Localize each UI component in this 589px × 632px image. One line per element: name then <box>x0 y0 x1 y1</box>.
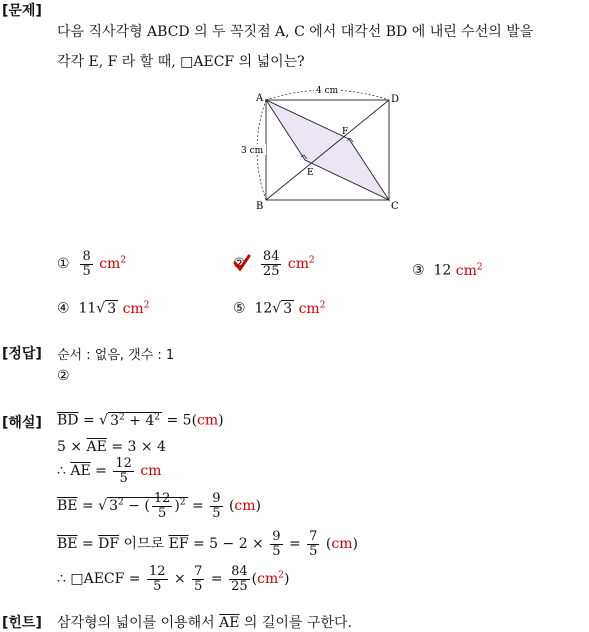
choice-1-fraction: $\frac{8}{5}$ <box>82 249 91 279</box>
choice-5[interactable]: ⑤ 12√ 3 $cm^2$ <box>233 300 326 317</box>
vertex-c: C <box>391 201 399 212</box>
vertex-f: F <box>342 127 349 137</box>
choice-3-number: ③ <box>412 262 425 279</box>
choice-1-number: ① <box>57 256 70 273</box>
vertex-d: D <box>391 94 400 105</box>
choice-5-coef: 12 <box>254 300 273 317</box>
choice-1[interactable] <box>57 250 126 278</box>
choice-2-number: ② <box>233 256 250 272</box>
explanation-line-6: ∴ □AECF = $\frac{12}{5}$ × $\frac{7}{5}$ = $\frac{84}{25}$ $(cm^2)$ <box>57 564 290 594</box>
choice-3-unit: $cm^2$ <box>455 262 483 279</box>
problem-line-1: 다음 직사각형 ABCD 의 두 꼭짓점 A, C 에서 대각선 BD 에 내린 수선의 발을 <box>57 24 534 40</box>
explanation-line-5: $\overline{BE} = \overline{DF}$ 이므로 $\overline{EF} = 5 - 2$ × $\frac{9}{5}$ = $\frac{7}{5}$ (cm) <box>57 529 358 559</box>
choice-4-coef: 11 <box>78 300 97 317</box>
choice-1-unit: $cm^2$ <box>99 255 127 273</box>
problem-line-2: 각각 E, F 라 할 때, □AECF 의 넓이는? <box>57 54 305 70</box>
choice-2-fraction: $\frac{84}{25}$ <box>262 249 280 279</box>
choice-2-unit: $cm^2$ <box>287 255 315 273</box>
choice-3-value: 12 <box>433 262 452 279</box>
choice-5-number: ⑤ <box>233 300 246 317</box>
explanation-label: [해설] <box>2 415 42 431</box>
explanation-line-3: ∴ $\overline{AE}$ = $\frac{12}{5}$ cm <box>57 456 162 486</box>
explanation-line-2: $5 \times \overline{AE} = 3 \times 4$ <box>57 439 166 455</box>
hint-text: 삼각형의 넓이를 이용해서 $\overline{AE}$ 의 길이를 구한다. <box>57 615 352 631</box>
choice-5-root: 3 <box>283 300 293 317</box>
choice-3[interactable] <box>412 262 483 279</box>
choice-2[interactable] <box>233 250 315 278</box>
checkmark-icon <box>233 254 251 272</box>
answer-order-count: 순서 : 없음, 갯수 : 1 <box>57 348 175 363</box>
explanation-line-4: $\overline{BE}$ = √ $3^2$ − ( $\frac{12}{5}$ )$^2$ = $\frac{9}{5}$ (cm) <box>57 491 262 521</box>
top-length-label: 4 cm <box>316 86 339 96</box>
choice-4-number: ④ <box>57 300 70 317</box>
choice-4-root: 3 <box>107 300 117 317</box>
vertex-e: E <box>307 168 314 178</box>
vertex-b: B <box>256 201 264 212</box>
explanation-line-1: $\overline{BD}$ = √ $3^2 + 4^2 = 5(cm)$ <box>57 412 224 429</box>
answer-choice: ② <box>57 368 70 384</box>
hint-label: [힌트] <box>2 615 42 631</box>
vertex-a: A <box>256 93 264 104</box>
choice-4[interactable]: ④ 11√ 3 $cm^2$ <box>57 300 150 317</box>
choice-5-unit: $cm^2$ <box>298 300 326 317</box>
answer-label: [정답] <box>2 346 42 362</box>
problem-label: [문제] <box>2 3 42 19</box>
rectangle-figure <box>238 82 408 212</box>
choice-4-unit: $cm^2$ <box>122 300 150 317</box>
left-length-label: 3 cm <box>241 146 264 156</box>
